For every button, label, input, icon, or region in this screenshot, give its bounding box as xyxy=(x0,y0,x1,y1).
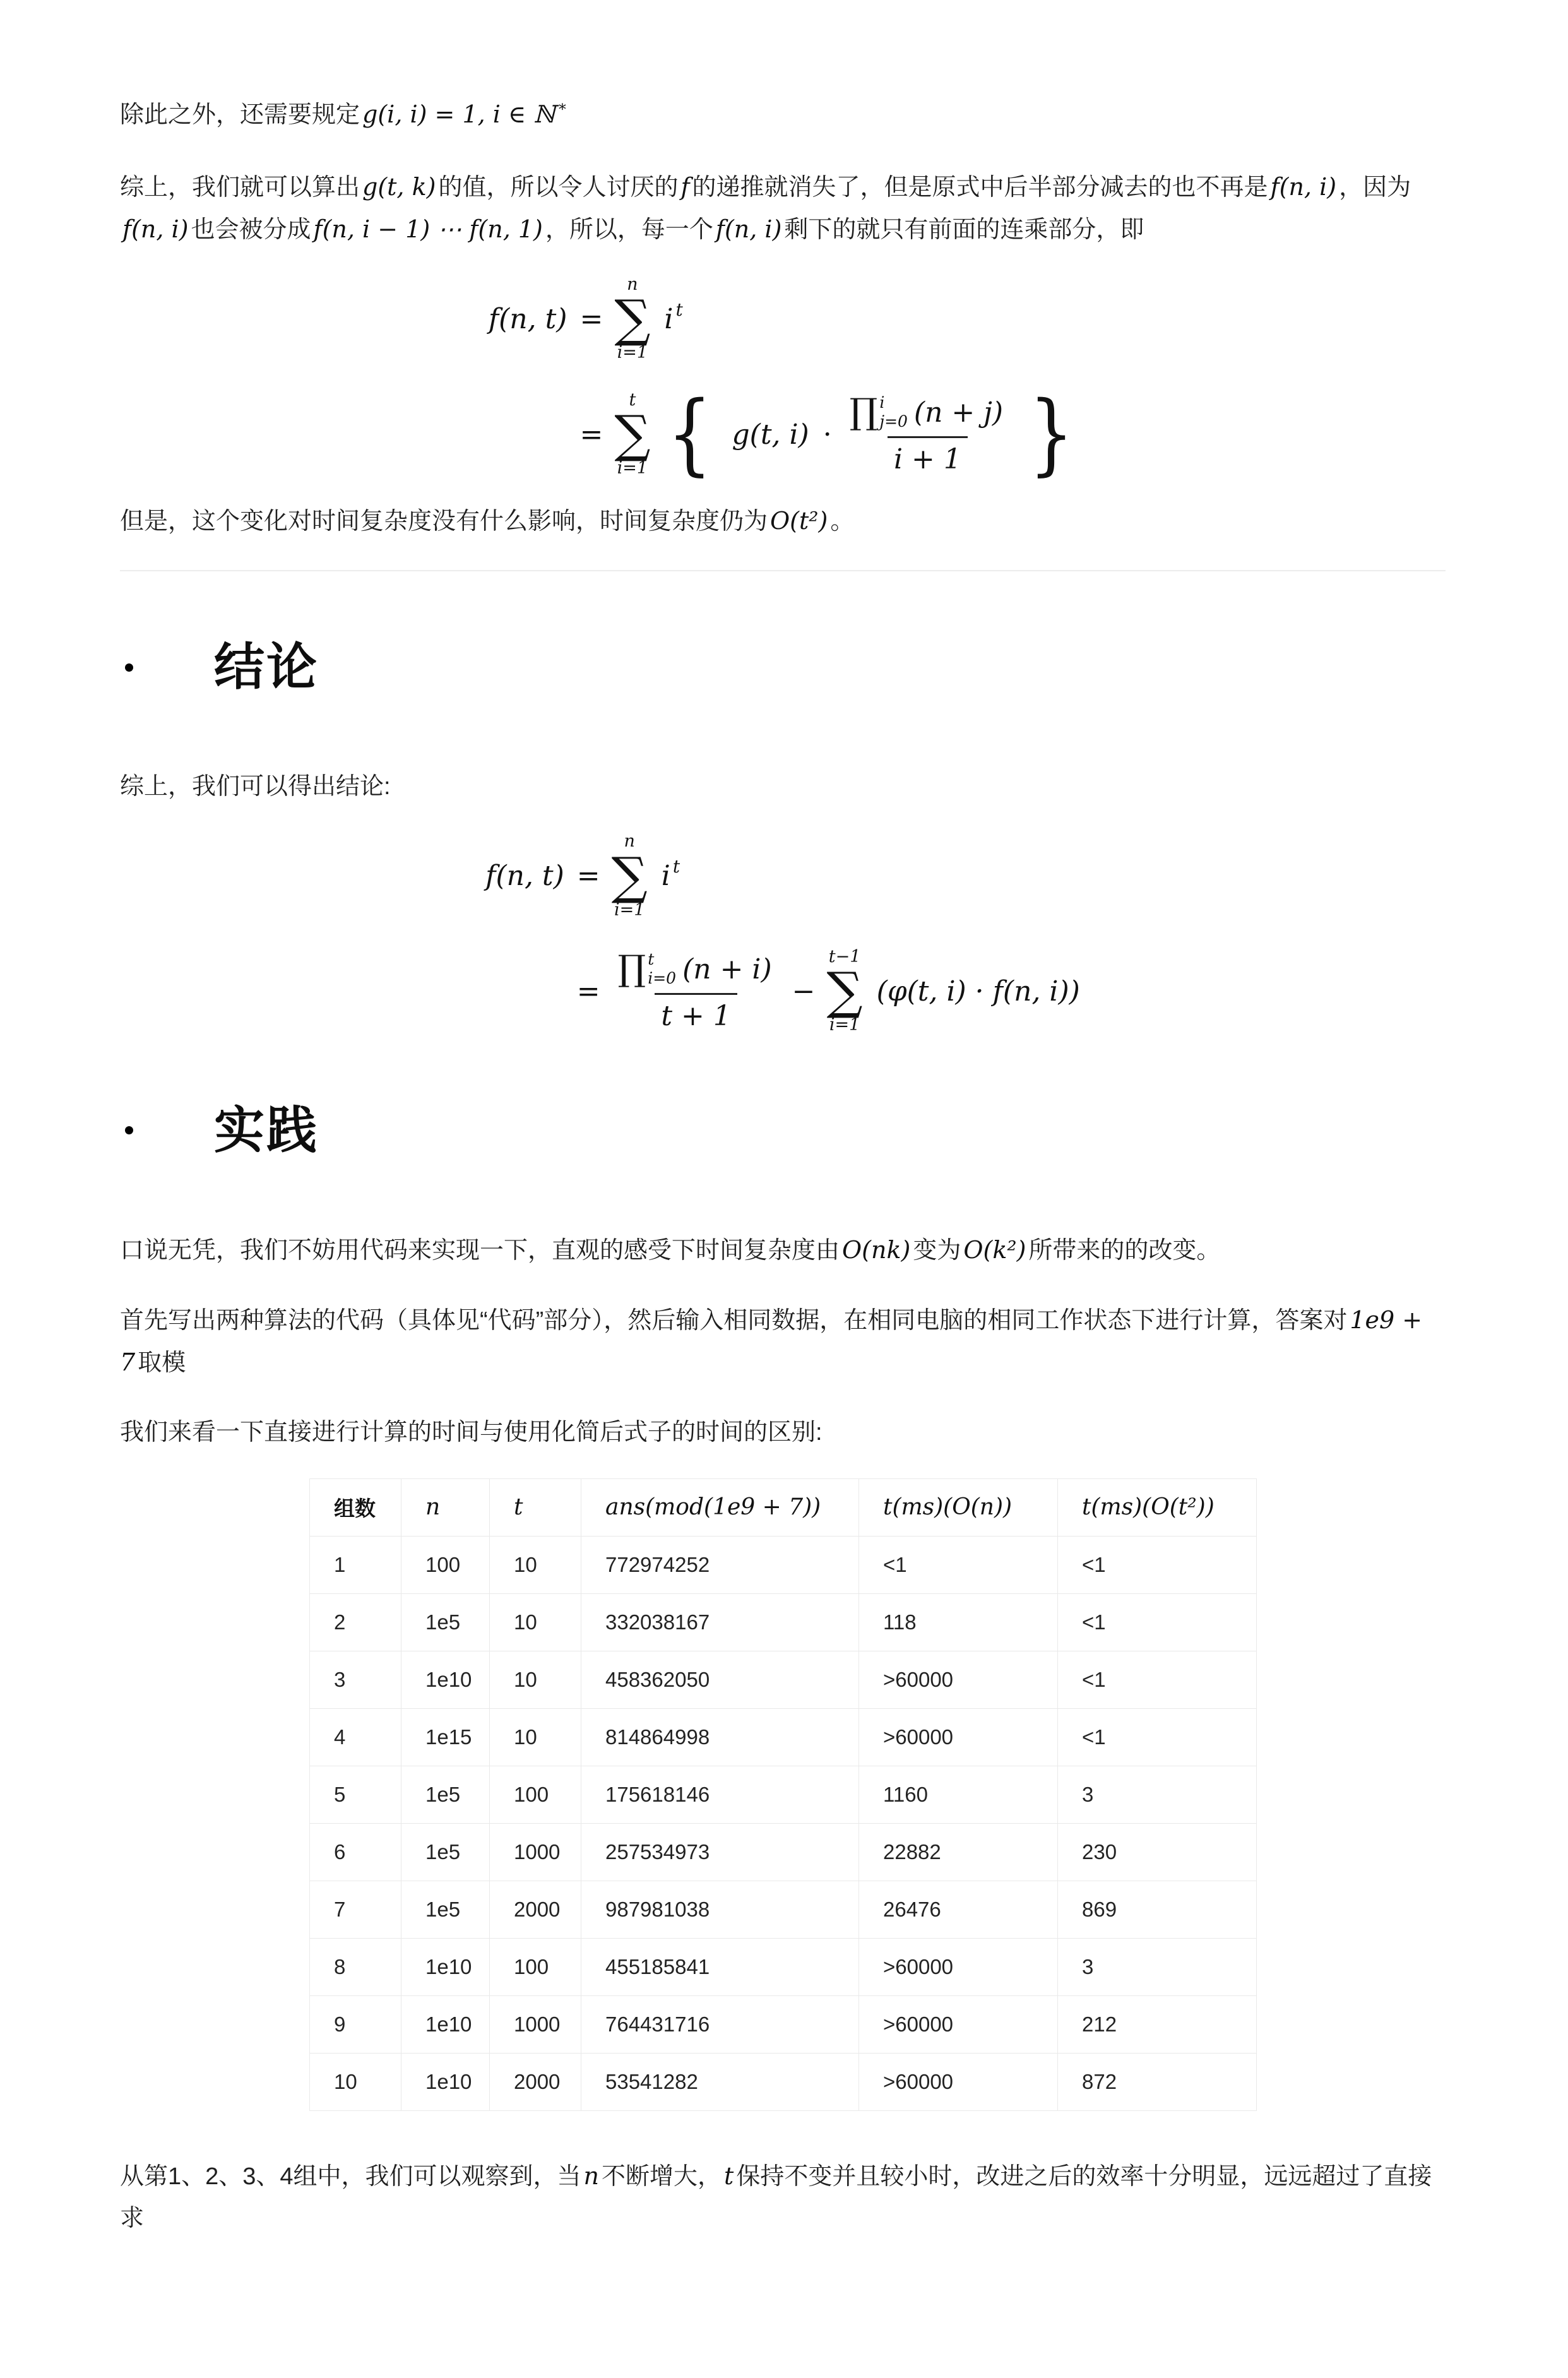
table-cell: 455185841 xyxy=(581,1938,859,1995)
pi-glyph: ∏ xyxy=(617,948,646,990)
sum-operator xyxy=(612,833,648,919)
inline-math: g(t, k) xyxy=(362,173,436,201)
text-run: 也会被分成 xyxy=(191,217,311,243)
text-run: 剩下的就只有前面的连乘部分，即 xyxy=(784,217,1144,243)
product-lower-limit: i=0 xyxy=(648,969,677,988)
paragraph-table-intro xyxy=(120,1412,1446,1453)
inline-math: f xyxy=(680,173,690,201)
sigma-glyph: ∑ xyxy=(611,846,648,905)
table-cell: 2000 xyxy=(490,1881,581,1938)
inline-math: 1e9 + 7 xyxy=(120,1305,1423,1376)
paragraph-g-definition xyxy=(120,93,1446,138)
list-bullet-icon xyxy=(125,1126,133,1134)
sum-upper-limit: n xyxy=(624,831,635,852)
summand xyxy=(659,856,680,893)
display-formula-1 xyxy=(120,275,1446,486)
table-cell: 1e10 xyxy=(401,2053,490,2110)
table-cell: >60000 xyxy=(859,1708,1058,1766)
equals-sign: = xyxy=(576,860,600,893)
table-row xyxy=(310,2053,1257,2110)
table-cell: 1e5 xyxy=(401,1766,490,1823)
summand-base: i xyxy=(661,860,670,893)
table-header-row xyxy=(310,1478,1257,1536)
paragraph-complexity-note xyxy=(120,500,1446,542)
table-cell: 1e5 xyxy=(401,1593,490,1651)
paragraph-observation xyxy=(120,2155,1446,2239)
fraction-numerator xyxy=(843,393,1012,436)
g-term: g(t, i) xyxy=(732,418,809,451)
table-cell: 869 xyxy=(1058,1881,1257,1938)
table-cell: 3 xyxy=(1058,1766,1257,1823)
inline-math: O(nk) xyxy=(842,1235,911,1264)
numerator-term: (n + i) xyxy=(682,953,772,985)
equals-sign: = xyxy=(576,975,600,1008)
equation-grid xyxy=(483,833,1083,1034)
table-row xyxy=(310,1938,1257,1995)
product-upper-limit: t xyxy=(648,950,655,969)
list-bullet-icon xyxy=(125,663,133,672)
table-cell: 118 xyxy=(859,1593,1058,1651)
table-cell: 987981038 xyxy=(581,1881,859,1938)
fraction-denominator: i + 1 xyxy=(888,436,968,475)
table-cell: <1 xyxy=(859,1536,1058,1593)
table-cell: 8 xyxy=(310,1938,401,1995)
table-cell: 872 xyxy=(1058,2053,1257,2110)
inline-math: O(t²) xyxy=(770,507,828,535)
text-run: 我们来看一下直接进行计算的时间与使用化简后式子的时间的区别: xyxy=(120,1418,823,1446)
table-cell: 332038167 xyxy=(581,1593,859,1651)
inline-math: f(n, i − 1) ⋯ f(n, 1) xyxy=(313,215,543,243)
table-cell: 2000 xyxy=(490,2053,581,2110)
phi-term: (φ(t, i) · f(n, i)) xyxy=(876,975,1080,1008)
formula-lhs: f(n, t) xyxy=(488,302,567,335)
summand-base: i xyxy=(664,302,674,335)
table-cell: 4 xyxy=(310,1708,401,1766)
table-row xyxy=(310,1766,1257,1823)
table-cell: 257534973 xyxy=(581,1823,859,1881)
paragraph-derivation xyxy=(120,166,1446,251)
table-cell: 2 xyxy=(310,1593,401,1651)
text-run: 的值，所以令人讨厌的 xyxy=(438,174,679,201)
table-cell: 1 xyxy=(310,1536,401,1593)
formula-rhs-line2 xyxy=(577,948,1083,1035)
table-cell: 1000 xyxy=(490,1995,581,2053)
heading-practice-row xyxy=(120,1097,1446,1165)
table-cell: 764431716 xyxy=(581,1995,859,2053)
table-cell: 26476 xyxy=(859,1881,1058,1938)
inline-math: t xyxy=(724,2161,734,2190)
product-limits xyxy=(648,950,676,988)
table-cell: <1 xyxy=(1058,1708,1257,1766)
text-run: 口说无凭，我们不妨用代码来实现一下，直观的感受下时间复杂度由 xyxy=(120,1237,840,1264)
table-cell: 10 xyxy=(490,1593,581,1651)
product-operator xyxy=(850,393,908,431)
table-cell: 9 xyxy=(310,1995,401,2053)
sum-upper-limit: n xyxy=(627,275,638,294)
sum-lower-limit: i=1 xyxy=(617,343,648,363)
table-cell: 458362050 xyxy=(581,1651,859,1708)
text-run: ，所以，每一个 xyxy=(545,217,713,243)
table-row xyxy=(310,1995,1257,2053)
formula-lhs: f(n, t) xyxy=(485,860,564,893)
heading-conclusion-row xyxy=(120,633,1446,701)
sum-operator xyxy=(827,948,863,1035)
table-cell: 53541282 xyxy=(581,2053,859,2110)
table-row xyxy=(310,1593,1257,1651)
text-run: 。 xyxy=(830,508,855,535)
equals-sign: = xyxy=(579,302,603,335)
sum-operator xyxy=(614,391,650,478)
table-row xyxy=(310,1881,1257,1938)
table-cell: >60000 xyxy=(859,2053,1058,2110)
summand-exponent: t xyxy=(672,856,680,877)
text-run: 变为 xyxy=(913,1237,961,1264)
text-run: 取模 xyxy=(138,1349,186,1376)
column-header: t(ms)(O(t²)) xyxy=(1058,1478,1257,1536)
left-brace: { xyxy=(667,383,713,486)
table-cell: >60000 xyxy=(859,1651,1058,1708)
formula-rhs-line2 xyxy=(579,383,1079,486)
fraction xyxy=(843,393,1012,475)
product-operator xyxy=(618,950,676,988)
fraction xyxy=(612,950,781,1032)
right-brace: } xyxy=(1028,383,1074,486)
text-run: 但是，这个变化对时间复杂度没有什么影响，时间复杂度仍为 xyxy=(120,508,768,535)
table-cell: 10 xyxy=(490,1651,581,1708)
cdot-operator: · xyxy=(823,418,832,451)
table-row xyxy=(310,1536,1257,1593)
table-cell: 1160 xyxy=(859,1766,1058,1823)
table-cell: <1 xyxy=(1058,1593,1257,1651)
section-heading-conclusion: 结论 xyxy=(214,639,319,696)
fraction-numerator xyxy=(612,950,781,993)
table-cell: 3 xyxy=(310,1651,401,1708)
inline-math: f(n, i) xyxy=(1270,173,1337,201)
inline-math: f(n, i) xyxy=(122,215,189,243)
table-cell: 1e10 xyxy=(401,1938,490,1995)
sigma-glyph: ∑ xyxy=(826,961,863,1021)
table-cell: 100 xyxy=(490,1766,581,1823)
text-run: 的递推就消失了，但是原式中后半部分减去的也不再是 xyxy=(692,174,1268,201)
text-run: 除此之外，还需要规定 xyxy=(120,102,360,128)
column-header: t xyxy=(490,1478,581,1536)
table-cell: 1e5 xyxy=(401,1823,490,1881)
formula-rhs-line1 xyxy=(579,276,1079,362)
table-cell: 6 xyxy=(310,1823,401,1881)
display-formula-2 xyxy=(120,833,1446,1034)
inline-math: O(k²) xyxy=(963,1235,1026,1264)
table-cell: 1e5 xyxy=(401,1881,490,1938)
column-header: ans(mod(1e9 + 7)) xyxy=(581,1478,859,1536)
text-run: 不断增大， xyxy=(602,2163,722,2190)
fraction-denominator: t + 1 xyxy=(655,993,737,1032)
numerator-term: (n + j) xyxy=(913,396,1004,429)
inline-math: * xyxy=(558,100,566,119)
formula-rhs-line1 xyxy=(577,833,1083,919)
pi-glyph: ∏ xyxy=(849,391,878,433)
text-run: ，因为 xyxy=(1339,174,1411,201)
table-cell: 100 xyxy=(401,1536,490,1593)
table-cell: 7 xyxy=(310,1881,401,1938)
text-run: 从第1、2、3、4组中，我们可以观察到，当 xyxy=(120,2163,581,2190)
column-header: 组数 xyxy=(310,1478,401,1536)
table-cell: <1 xyxy=(1058,1651,1257,1708)
table-cell: 1e10 xyxy=(401,1995,490,2053)
inline-math: g(i, i) = 1, i ∈ ℕ xyxy=(362,100,555,128)
product-limits xyxy=(879,393,908,431)
column-header: n xyxy=(401,1478,490,1536)
paragraph-conclusion-intro xyxy=(120,766,1446,807)
table-cell: 1e15 xyxy=(401,1708,490,1766)
sum-upper-limit: t xyxy=(629,389,636,410)
table-row xyxy=(310,1651,1257,1708)
table-cell: 814864998 xyxy=(581,1708,859,1766)
table-cell: 10 xyxy=(310,2053,401,2110)
minus-sign: − xyxy=(792,975,816,1008)
table-cell: 5 xyxy=(310,1766,401,1823)
inline-math: n xyxy=(583,2161,600,2190)
sum-upper-limit: t−1 xyxy=(828,947,861,967)
table-cell: 22882 xyxy=(859,1823,1058,1881)
table-cell: 1e10 xyxy=(401,1651,490,1708)
sum-lower-limit: i=1 xyxy=(829,1015,860,1035)
summand-exponent: t xyxy=(675,299,683,320)
table-cell: >60000 xyxy=(859,1938,1058,1995)
product-upper-limit: i xyxy=(879,393,885,412)
table-cell: 10 xyxy=(490,1536,581,1593)
table-cell: 3 xyxy=(1058,1938,1257,1995)
inline-math: f(n, i) xyxy=(715,215,782,243)
text-run: 首先写出两种算法的代码（具体见“代码”部分），然后输入相同数据，在相同电脑的相同工作状态下进行计算，答案对 xyxy=(120,1307,1348,1334)
text-run: 所带来的的改变。 xyxy=(1028,1237,1221,1264)
column-header: t(ms)(O(n)) xyxy=(859,1478,1058,1536)
sum-lower-limit: i=1 xyxy=(614,900,645,920)
table-cell: 212 xyxy=(1058,1995,1257,2053)
table-cell: 175618146 xyxy=(581,1766,859,1823)
sum-operator xyxy=(614,276,650,362)
table-cell: 100 xyxy=(490,1938,581,1995)
table-cell: 772974252 xyxy=(581,1536,859,1593)
table-row xyxy=(310,1823,1257,1881)
table-cell: 1000 xyxy=(490,1823,581,1881)
paragraph-method xyxy=(120,1299,1446,1384)
benchmark-table xyxy=(309,1478,1257,2111)
table-cell: 10 xyxy=(490,1708,581,1766)
product-lower-limit: j=0 xyxy=(879,412,908,431)
text-run: 综上，我们可以得出结论: xyxy=(120,773,391,800)
section-heading-practice: 实践 xyxy=(214,1102,319,1158)
sigma-glyph: ∑ xyxy=(614,405,651,464)
text-run: 保持不变并且较小时，改进之后的效率十分明显，远远超过了直接求 xyxy=(120,2163,1432,2232)
sigma-glyph: ∑ xyxy=(614,289,651,348)
paragraph-practice-intro xyxy=(120,1229,1446,1271)
section-divider xyxy=(120,570,1446,571)
equals-sign: = xyxy=(579,418,603,451)
table-cell: <1 xyxy=(1058,1536,1257,1593)
table-cell: >60000 xyxy=(859,1995,1058,2053)
summand xyxy=(662,299,683,335)
text-run: 综上，我们就可以算出 xyxy=(120,174,360,201)
equation-grid xyxy=(486,275,1079,486)
table-cell: 230 xyxy=(1058,1823,1257,1881)
sum-lower-limit: i=1 xyxy=(617,458,648,479)
table-row xyxy=(310,1708,1257,1766)
